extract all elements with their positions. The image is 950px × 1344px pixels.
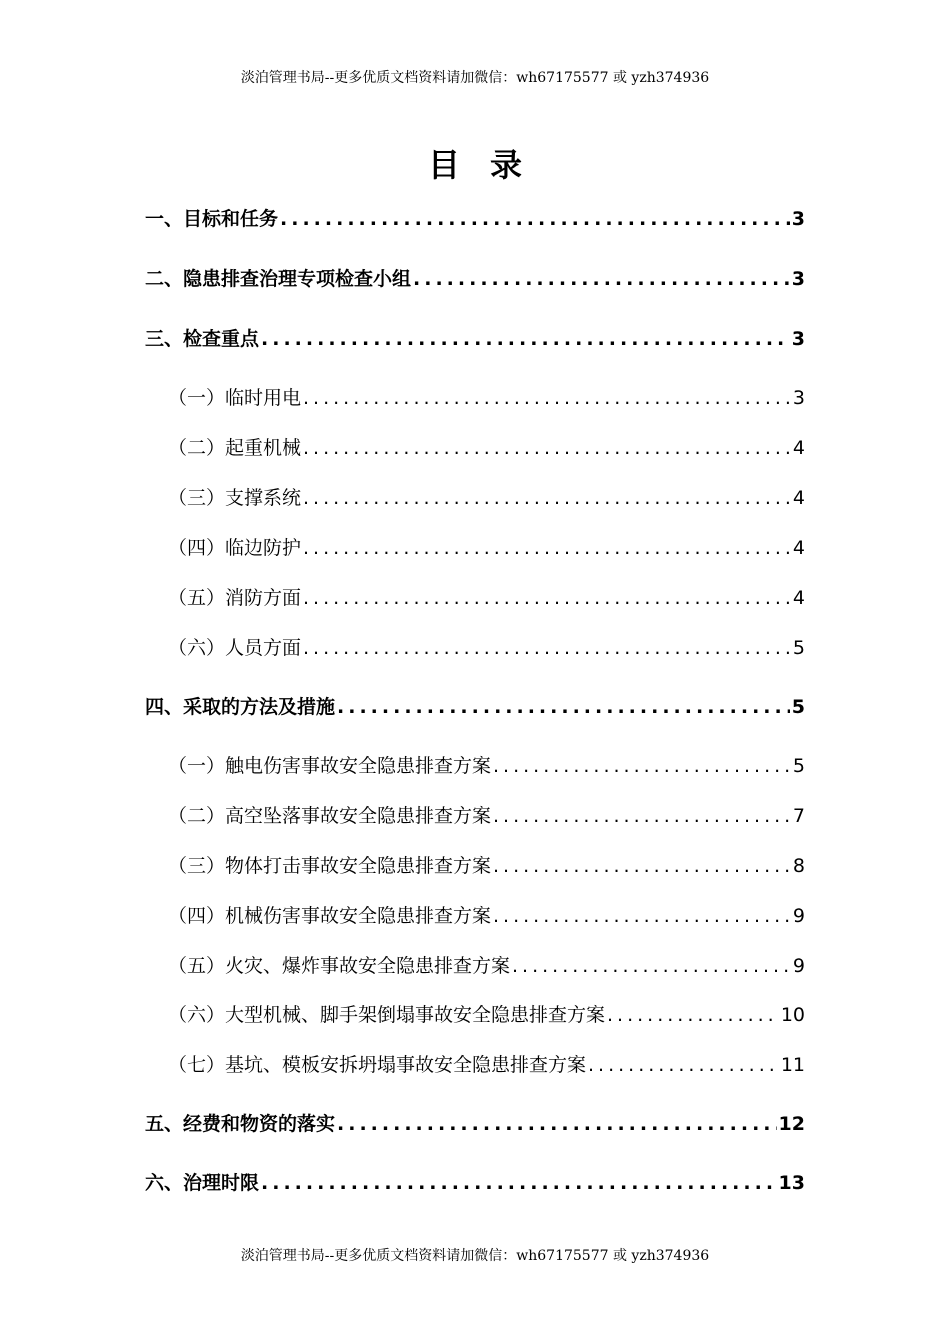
toc-entry-text: （五）火灾、爆炸事故安全隐患排查方案: [168, 955, 511, 977]
toc-entry-machinery-scaffold-collapse-plan[interactable]: [168, 1002, 805, 1028]
toc-entry-text: （六）人员方面: [168, 637, 302, 659]
dot-leader: [607, 1002, 779, 1028]
toc-page-number: 4: [792, 537, 805, 559]
toc-page-number: 4: [792, 487, 805, 509]
toc-page-number: 8: [792, 855, 805, 877]
dot-leader: [303, 435, 791, 461]
toc-page-number: 10: [780, 1004, 805, 1026]
dot-leader: [493, 853, 791, 879]
dot-leader: [303, 635, 791, 661]
toc-entry-fire-explosion-plan[interactable]: [168, 953, 805, 979]
toc-entry-pit-formwork-collapse-plan[interactable]: [168, 1052, 805, 1078]
toc-entry-text: （二）起重机械: [168, 437, 302, 459]
toc-entry-edge-protection[interactable]: [168, 535, 805, 561]
toc-entry-text: 六、治理时限: [145, 1172, 260, 1194]
dot-leader: [493, 903, 791, 929]
footer-watermark-note: 淡泊管理书局--更多优质文档资料请加微信：wh67175577 或 yzh374936: [240, 1248, 710, 1264]
toc-page-number: 13: [778, 1172, 805, 1194]
dot-leader: [337, 694, 790, 720]
dot-leader: [512, 953, 791, 979]
dot-leader: [303, 385, 791, 411]
toc-entry-fall-from-height-plan[interactable]: [168, 803, 805, 829]
toc-page-number: 5: [792, 637, 805, 659]
toc-page-number: 7: [792, 805, 805, 827]
dot-leader: [280, 206, 790, 232]
toc-entry-text: （五）消防方面: [168, 587, 302, 609]
toc-entry-key-points[interactable]: [145, 326, 805, 352]
toc-entry-text: （三）支撑系统: [168, 487, 302, 509]
toc-entry-electric-shock-plan[interactable]: [168, 753, 805, 779]
toc-entry-temporary-power[interactable]: [168, 385, 805, 411]
toc-entry-lifting-machinery[interactable]: [168, 435, 805, 461]
toc-entry-mechanical-injury-plan[interactable]: [168, 903, 805, 929]
toc-page-number: 3: [791, 268, 805, 290]
toc-entry-personnel[interactable]: [168, 635, 805, 661]
toc-entry-text: （一）触电伤害事故安全隐患排查方案: [168, 755, 492, 777]
toc-page-number: 3: [791, 328, 805, 350]
dot-leader: [413, 266, 790, 292]
toc-entry-methods-measures[interactable]: [145, 694, 805, 720]
toc-entry-text: （七）基坑、模板安拆坍塌事故安全隐患排查方案: [168, 1054, 587, 1076]
toc-entry-text: （六）大型机械、脚手架倒塌事故安全隐患排查方案: [168, 1004, 606, 1026]
toc-page-number: 3: [791, 208, 805, 230]
toc-entry-text: 二、隐患排查治理专项检查小组: [145, 268, 412, 290]
toc-page-number: 11: [780, 1054, 805, 1076]
dot-leader: [337, 1111, 777, 1137]
toc-page-number: 4: [792, 437, 805, 459]
toc-page-number: 9: [792, 955, 805, 977]
dot-leader: [261, 326, 790, 352]
toc-entry-fire-protection[interactable]: [168, 585, 805, 611]
dot-leader: [303, 485, 791, 511]
toc-entry-support-system[interactable]: [168, 485, 805, 511]
toc-title: 目录: [427, 146, 552, 184]
dot-leader: [261, 1170, 777, 1196]
toc-entry-object-strike-plan[interactable]: [168, 853, 805, 879]
dot-leader: [493, 753, 791, 779]
toc-entry-text: 四、采取的方法及措施: [145, 696, 336, 718]
toc-page-number: 12: [778, 1113, 805, 1135]
dot-leader: [588, 1052, 779, 1078]
toc-entry-text: 五、经费和物资的落实: [145, 1113, 336, 1135]
toc-entry-inspection-team[interactable]: [145, 266, 805, 292]
toc-page-number: 5: [792, 755, 805, 777]
toc-entry-goals[interactable]: [145, 206, 805, 232]
toc-entry-text: （一）临时用电: [168, 387, 302, 409]
toc-entry-text: （三）物体打击事故安全隐患排查方案: [168, 855, 492, 877]
header-watermark-note: 淡泊管理书局--更多优质文档资料请加微信：wh67175577 或 yzh374936: [240, 70, 710, 86]
dot-leader: [303, 585, 791, 611]
toc-entry-text: 三、检查重点: [145, 328, 260, 350]
toc-entry-text: （二）高空坠落事故安全隐患排查方案: [168, 805, 492, 827]
toc-page-number: 5: [791, 696, 805, 718]
toc-page-number: 9: [792, 905, 805, 927]
toc-page-number: 3: [792, 387, 805, 409]
toc-entry-text: 一、目标和任务: [145, 208, 279, 230]
toc-entry-text: （四）临边防护: [168, 537, 302, 559]
toc-entry-deadline[interactable]: [145, 1170, 805, 1196]
toc-entry-funding-materials[interactable]: [145, 1111, 805, 1137]
toc-entry-text: （四）机械伤害事故安全隐患排查方案: [168, 905, 492, 927]
dot-leader: [303, 535, 791, 561]
toc-page-number: 4: [792, 587, 805, 609]
dot-leader: [493, 803, 791, 829]
